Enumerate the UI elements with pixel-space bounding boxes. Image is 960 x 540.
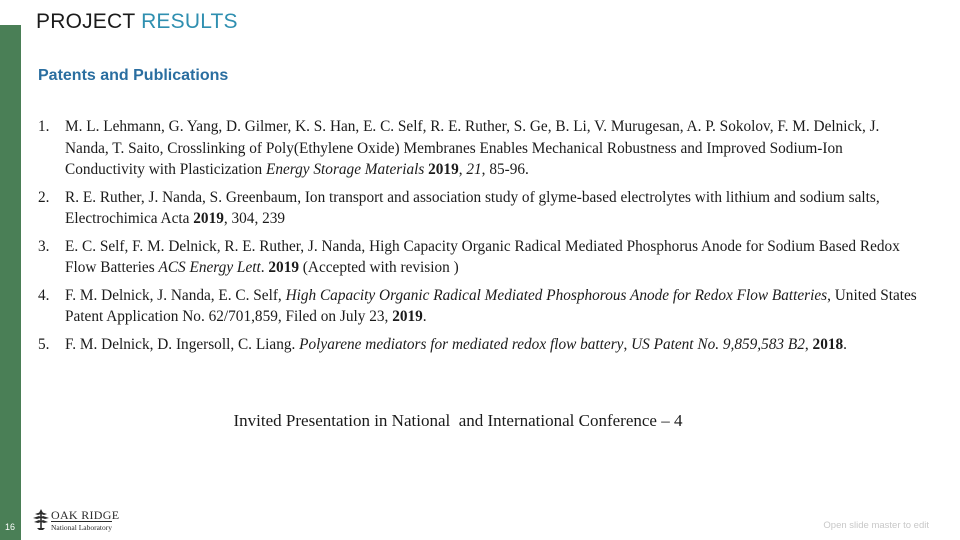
pub-text: R. E. Ruther, J. Nanda, S. Greenbaum, Ion transport and association study of glyme-based electrolytes with lithium and sodium salts, Electrochimica Acta (65, 188, 880, 227)
pub-year: 2019 (428, 161, 459, 178)
page-number: 16 (5, 522, 16, 532)
item-number: 4. (38, 286, 50, 304)
logo-subtitle: National Laboratory (51, 523, 113, 532)
pub-volume: 21 (466, 161, 482, 178)
pub-journal: Energy Storage Materials (265, 161, 425, 178)
item-number: 2. (38, 188, 50, 206)
pub-title: Polyarene mediators for mediated redox flow battery (299, 335, 624, 353)
pub-year: 2019 (193, 210, 224, 227)
publication-item (38, 187, 918, 230)
section-heading: Patents and Publications (38, 67, 229, 84)
pub-rest: (Accepted with revision ) (298, 259, 459, 276)
publication-item (38, 116, 918, 181)
pub-sep: . (260, 259, 269, 276)
pub-journal: ACS Energy Lett (158, 259, 261, 276)
item-number: 5. (38, 335, 50, 353)
pub-year: 2019 (268, 259, 299, 276)
pub-authors: F. M. Delnick, J. Nanda, E. C. Self, (65, 286, 286, 304)
pub-sep: , (623, 335, 632, 353)
slide-title (36, 10, 238, 34)
pub-pages: , 85-96. (481, 161, 529, 178)
pub-rest: , 304, 239 (223, 210, 286, 227)
pub-end: . (843, 335, 847, 353)
publication-list (38, 116, 918, 361)
pub-year: 2019 (392, 308, 423, 325)
publication-item (38, 236, 918, 279)
left-accent-bar (0, 25, 21, 540)
invited-presentations-note: Invited Presentation in National and International Conference – 4 (233, 411, 683, 430)
pub-text: E. C. Self, F. M. Delnick, R. E. Ruther, J. Nanda, High Capacity Organic Radical Mediated Phosphorus Anode for Sodium Based Redox Flow Batteries (65, 237, 900, 276)
pub-authors: F. M. Delnick, D. Ingersoll, C. Liang. (65, 335, 300, 353)
item-number: 1. (38, 118, 50, 135)
footer-note: Open slide master to edit (823, 520, 929, 531)
oak-ridge-tree-logo-icon (31, 507, 51, 531)
pub-patent: US Patent No. 9,859,583 B2 (631, 335, 805, 353)
pub-authors-title: M. L. Lehmann, G. Yang, D. Gilmer, K. S. Han, E. C. Self, R. E. Ruther, S. Ge, B. Li, V. Murugesan, A. P. Sokolov, F. M. Delnick, J. Nanda, T. Saito, Crosslinking of Poly(Ethylene Oxide) Membranes Enables Mechanical Robustness and Improved Sodium-Ion Conductivity with Plasticization (65, 118, 880, 178)
logo-wordmark: OAK RIDGE (51, 508, 120, 522)
pub-rest: , United States Patent Application No. 62/701,859, Filed on July 23, (65, 286, 917, 325)
oak-ridge-logo (31, 507, 131, 533)
pub-sep: , (804, 335, 813, 353)
item-number: 3. (38, 237, 50, 255)
title-part-results: RESULTS (141, 10, 238, 33)
pub-sep: , (458, 161, 467, 178)
publication-item (38, 285, 918, 328)
pub-title: High Capacity Organic Radical Mediated Phosphorous Anode for Redox Flow Batteries (285, 286, 828, 304)
pub-year: 2018 (812, 335, 844, 353)
title-part-project: PROJECT (36, 10, 142, 33)
pub-end: . (422, 308, 427, 325)
publication-item (38, 334, 918, 356)
